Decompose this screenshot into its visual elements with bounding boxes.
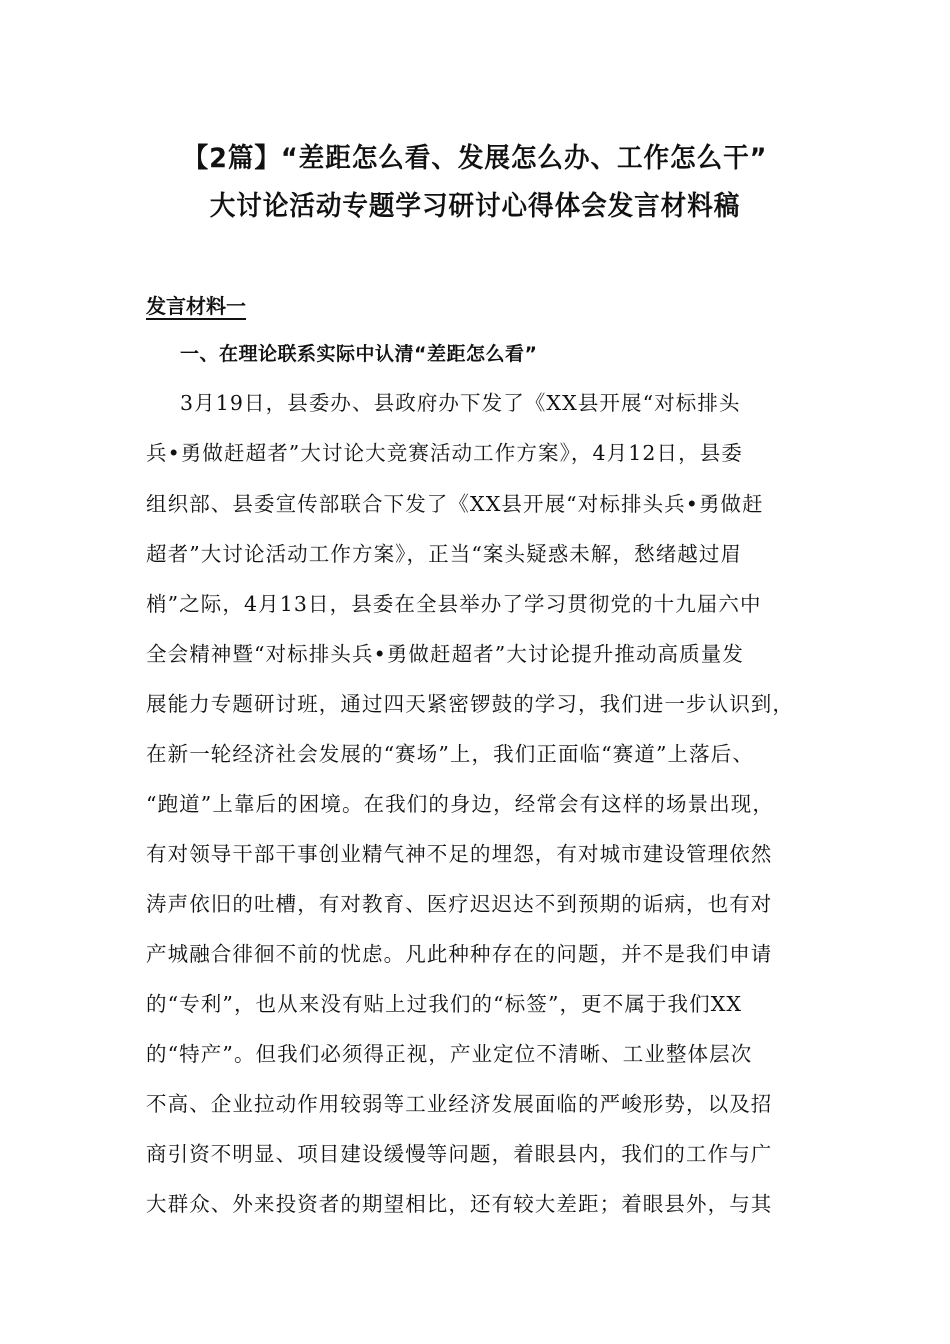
body-line: “跑道”上靠后的困境。在我们的身边，经常会有这样的场景出现， [146,792,774,816]
body-line: 全会精神暨“对标排头兵•勇做赶超者”大讨论提升推动高质量发 [146,642,744,666]
document-title-line-1: 【2篇】“差距怎么看、发展怎么办、工作怎么干” [182,143,768,174]
document-title-line-2: 大讨论活动专题学习研讨心得体会发言材料稿 [209,191,741,222]
body-line: 3月19日，县委办、县政府办下发了《XX县开展“对标排头 [180,391,741,415]
body-line: 不高、企业拉动作用较弱等工业经济发展面临的严峻形势，以及招 [146,1092,773,1116]
body-line: 的“专利”，也从来没有贴上过我们的“标签”，更不属于我们XX [146,992,743,1016]
body-line: 超者”大讨论活动工作方案》，正当“案头疑惑未解，愁绪越过眉 [146,542,743,566]
body-line: 有对领导干部干事创业精气神不足的埋怨，有对城市建设管理依然 [146,842,773,866]
body-line: 组织部、县委宣传部联合下发了《XX县开展“对标排头兵•勇做赶 [146,492,764,516]
body-line: 展能力专题研讨班，通过四天紧密锣鼓的学习，我们进一步认识到， [146,692,794,716]
body-line: 的“特产”。但我们必须得正视，产业定位不清晰、工业整体层次 [146,1042,753,1066]
body-line: 大群众、外来投资者的期望相比，还有较大差距；着眼县外，与其 [146,1192,773,1216]
body-line: 商引资不明显、项目建设缓慢等问题，着眼县内，我们的工作与广 [146,1142,773,1166]
section-heading: 一、在理论联系实际中认清“差距怎么看” [180,343,538,365]
subheading: 发言材料一 [146,294,246,318]
body-line: 产城融合徘徊不前的忧虑。凡此种种存在的问题，并不是我们申请 [146,942,773,966]
body-line: 梢”之际，4月13日，县委在全县举办了学习贯彻党的十九届六中 [146,592,762,616]
body-line: 在新一轮经济社会发展的“赛场”上，我们正面临“赛道”上落后、 [146,742,754,766]
body-line: 兵•勇做赶超者”大讨论大竞赛活动工作方案》，4月12日，县委 [146,441,743,465]
body-line: 涛声依旧的吐槽，有对教育、医疗迟迟达不到预期的诟病，也有对 [146,892,773,916]
